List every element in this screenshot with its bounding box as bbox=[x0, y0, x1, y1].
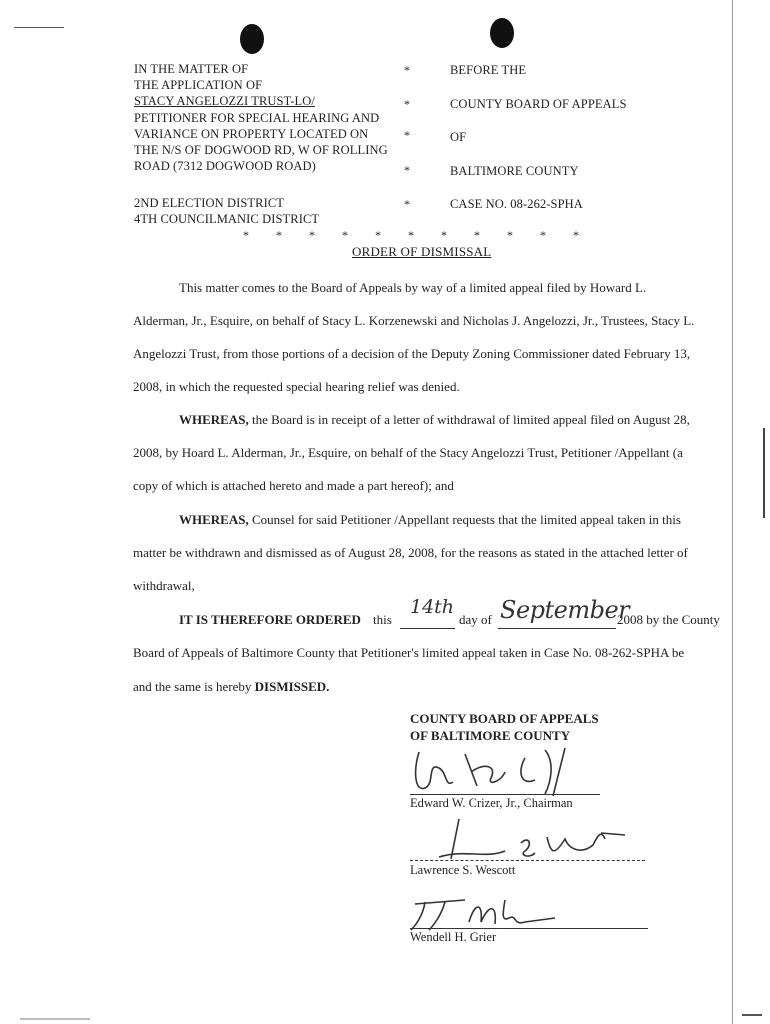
month-blank-line bbox=[498, 628, 616, 629]
signer-name: Edward W. Crizer, Jr., Chairman bbox=[410, 796, 573, 810]
scan-mark bbox=[20, 1018, 90, 1020]
body-line: Alderman, Jr., Esquire, on behalf of Stacy L. Korzenewski and Nicholas J. Angelozzi, Jr., Trustees, Stacy L. bbox=[133, 313, 695, 328]
caption-line: ROAD (7312 DOGWOOD ROAD) bbox=[134, 159, 316, 174]
separator-star: * bbox=[408, 228, 414, 242]
caption-line: IN THE MATTER OF bbox=[134, 62, 249, 76]
forum-line: BALTIMORE COUNTY bbox=[450, 164, 579, 178]
separator-star: * bbox=[404, 63, 410, 77]
order-year: 2008 by the County bbox=[617, 612, 720, 627]
separator-star: * bbox=[342, 228, 348, 242]
body-line bbox=[179, 512, 681, 528]
dismissed-text: DISMISSED. bbox=[254, 679, 330, 694]
separator-row bbox=[243, 228, 583, 242]
scan-mark bbox=[14, 27, 64, 28]
handwritten-month: September bbox=[500, 596, 630, 624]
signature-chairman bbox=[405, 742, 605, 798]
body-line: This matter comes to the Board of Appeals by way of a limited appeal filed by Howard L. bbox=[179, 280, 647, 295]
separator-star: * bbox=[404, 197, 410, 211]
signer-name: Wendell H. Grier bbox=[410, 930, 497, 944]
case-number: CASE NO. 08-262-SPHA bbox=[450, 197, 583, 211]
separator-star: * bbox=[309, 228, 315, 242]
body-line: Board of Appeals of Baltimore County that Petitioner's limited appeal taken in Case No. 08-262-SPHA be bbox=[133, 645, 685, 660]
signature-line bbox=[410, 860, 645, 861]
punch-hole-right bbox=[490, 18, 514, 48]
caption-line: VARIANCE ON PROPERTY LOCATED ON bbox=[134, 126, 369, 141]
handwritten-day: 14th bbox=[410, 596, 455, 618]
punch-hole-left bbox=[240, 24, 264, 54]
separator-star: * bbox=[404, 128, 410, 142]
board-heading: COUNTY BOARD OF APPEALS bbox=[410, 711, 599, 726]
separator-star: * bbox=[243, 228, 249, 242]
order-heading: IT IS THEREFORE ORDERED bbox=[179, 612, 361, 627]
body-text: Counsel for said Petitioner /Appellant requests that the limited appeal taken in this bbox=[248, 512, 681, 527]
page-right-edge bbox=[732, 0, 733, 1024]
document-title: ORDER OF DISMISSAL bbox=[352, 244, 492, 259]
day-blank-line bbox=[400, 628, 455, 629]
body-line: Angelozzi Trust, from those portions of a decision of the Deputy Zoning Commissioner dated February 13, bbox=[133, 346, 691, 361]
order-day-of: day of bbox=[459, 612, 492, 627]
forum-line: BEFORE THE bbox=[450, 63, 527, 77]
caption-line: STACY ANGELOZZI TRUST-LO/ bbox=[134, 94, 315, 109]
body-line: withdrawal, bbox=[133, 578, 195, 593]
case-caption-left bbox=[134, 61, 388, 174]
separator-star: * bbox=[507, 228, 513, 242]
separator-star: * bbox=[441, 228, 447, 242]
page-right-edge-mark bbox=[763, 428, 765, 518]
signature-line bbox=[410, 794, 600, 795]
signature-member bbox=[425, 815, 635, 865]
body-line: 2008, by Hoard L. Alderman, Jr., Esquire, on behalf of the Stacy Angelozzi Trust, Petitioner /Appellant (a bbox=[133, 445, 683, 460]
election-district: 2ND ELECTION DISTRICT bbox=[134, 196, 285, 210]
caption-line: THE APPLICATION OF bbox=[134, 78, 263, 93]
separator-star: * bbox=[404, 97, 410, 111]
body-line bbox=[133, 679, 329, 695]
forum-line: OF bbox=[450, 130, 467, 144]
body-line: 2008, in which the requested special hearing relief was denied. bbox=[133, 379, 460, 394]
separator-star: * bbox=[375, 228, 381, 242]
order-this: this bbox=[373, 612, 392, 627]
signature-line bbox=[410, 928, 648, 929]
body-text: the Board is in receipt of a letter of withdrawal of limited appeal filed on August 28, bbox=[248, 412, 690, 427]
caption-line: PETITIONER FOR SPECIAL HEARING AND bbox=[134, 110, 380, 125]
signer-name: Lawrence S. Wescott bbox=[410, 863, 516, 877]
caption-line: THE N/S OF DOGWOOD RD, W OF ROLLING bbox=[134, 143, 388, 158]
councilmanic-district: 4TH COUNCILMANIC DISTRICT bbox=[134, 212, 320, 226]
separator-star: * bbox=[540, 228, 546, 242]
body-line: matter be withdrawn and dismissed as of August 28, 2008, for the reasons as stated in the attached letter of bbox=[133, 545, 688, 560]
separator-star: * bbox=[573, 228, 579, 242]
whereas-heading: WHEREAS, bbox=[179, 512, 249, 527]
separator-star: * bbox=[404, 163, 410, 177]
separator-star: * bbox=[474, 228, 480, 242]
separator-star: * bbox=[276, 228, 282, 242]
forum-line: COUNTY BOARD OF APPEALS bbox=[450, 97, 627, 111]
body-line: copy of which is attached hereto and made a part hereof); and bbox=[133, 478, 454, 493]
scan-mark bbox=[742, 1014, 762, 1016]
body-line bbox=[179, 412, 690, 428]
body-text: and the same is hereby bbox=[133, 679, 255, 694]
whereas-heading: WHEREAS, bbox=[179, 412, 249, 427]
board-heading: OF BALTIMORE COUNTY bbox=[410, 728, 571, 743]
